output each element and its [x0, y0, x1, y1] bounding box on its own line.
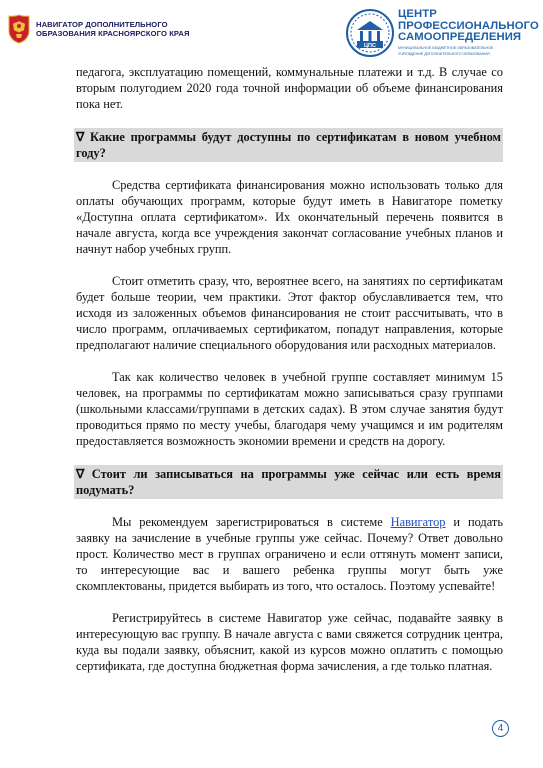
cps-title-line2: ПРОФЕССИОНАЛЬНОГО — [398, 19, 539, 32]
cps-logo-icon — [345, 8, 395, 58]
recommend-text-after: и подать заявку на зачисление в учебные группы уже сейчас. Почему? Ответ довольно прост. Количество мест в группах ограничено и если оттянуть момент записи, то интересующие вас и вашего ребенка группы могут быть уже скомплектованы, придется выбирать из того, что осталось. Поэтому успевайте! — [76, 514, 503, 594]
page-number: 4 — [497, 723, 504, 734]
document-body — [76, 64, 503, 674]
paragraph-theory: Стоит отметить сразу, что, вероятнее всего, на занятиях по сертификатам будет больше теории, чем практики. Этот фактор обуславливается тем, что исходя из заложенных объемов финансирования не стоит рассчитывать, что в число программ, оплачиваемых сертификатом, попадут направления, которые предполагают наличие специального оборудования или расходных материалов. — [76, 273, 503, 353]
navigator-title — [36, 20, 190, 39]
navigator-link[interactable]: Навигатор — [390, 514, 446, 529]
recommend-text-before: Мы рекомендуем зарегистрироваться в системе — [112, 514, 391, 529]
paragraph-register: Регистрируйтесь в системе Навигатор уже сейчас, подавайте заявку в интересующую вас группу. В начале августа с вами свяжется сотрудник центра, куда вы подали заявку, объяснит, какой из курсов можно оплатить с помощью сертификата, где доступна бюджетная форма зачисления, а где только платная. — [76, 610, 503, 674]
cps-title-line1: ЦЕНТР — [398, 8, 437, 20]
navigator-title-line1: НАВИГАТОР ДОПОЛНИТЕЛЬНОГО — [36, 20, 168, 29]
page-number-badge — [492, 720, 509, 737]
cps-title — [398, 9, 538, 56]
navigator-title-line2: ОБРАЗОВАНИЯ КРАСНОЯРСКОГО КРАЯ — [36, 29, 190, 39]
paragraph-funds: Средства сертификата финансирования можно использовать только для оплаты обучающих программ, которые будут иметь в Навигаторе пометку «Доступна оплата сертификатом». Их окончательный перечень появится в начале августа, когда все учреждения закончат согласование учебных планов и начнут набор учебных групп. — [76, 177, 503, 257]
page-header — [0, 0, 543, 62]
cps-subtitle-line1: МУНИЦИПАЛЬНОЕ БЮДЖЕТНОЕ ОБРАЗОВАТЕЛЬНОЕ — [398, 45, 494, 50]
paragraph-recommend — [76, 514, 503, 595]
cps-subtitle-line2: УЧРЕЖДЕНИЕ ДОПОЛНИТЕЛЬНОГО ОБРАЗОВАНИЯ — [398, 51, 490, 56]
section-heading-enroll: ∇ Стоит ли записываться на программы уже сейчас или есть время подумать? — [76, 466, 501, 497]
paragraph-groups: Так как количество человек в учебной группе составляет минимум 15 человек, на программы по сертификатам можно записываться сразу группами (школьными классами/группами в детских садах). В этом случае занятия будут проводиться прямо по месту учебы, благодаря чему учащимся и им родителям предоставляется возможность экономии времени и средств на дорогу. — [76, 369, 503, 449]
section-heading-programs: ∇ Какие программы будут доступны по сертификатам в новом учебном году? — [76, 129, 501, 160]
cps-logo-abbr: ЦПС — [364, 42, 376, 49]
krasnoyarsk-crest-icon — [7, 14, 31, 44]
paragraph-continuation: педагога, эксплуатацию помещений, коммунальные платежи и т.д. В случае со вторым полугодием 2020 года точной информации об объеме финансирования пока нет. — [76, 65, 503, 112]
cps-title-line3: САМООПРЕДЕЛЕНИЯ — [398, 31, 522, 44]
